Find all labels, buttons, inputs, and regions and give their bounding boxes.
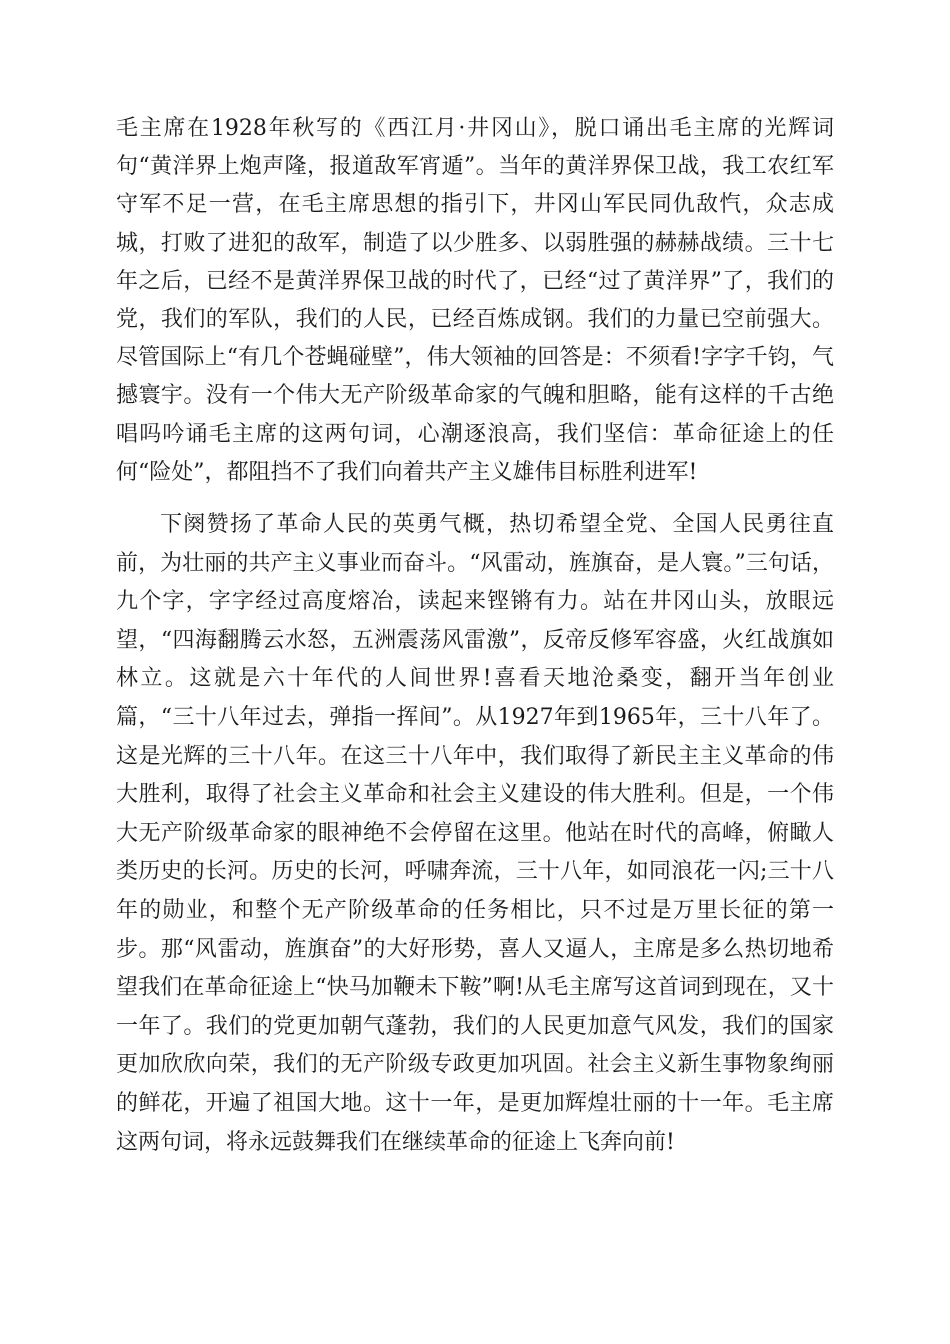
paragraph-1: 毛主席在1928年秋写的《西江月·井冈山》，脱口诵出毛主席的光辉词句“黄洋界上炮声隆，报道敌军宵遁”。当年的黄洋界保卫战，我工农红军守军不足一营，在毛主席思想的指引下，井冈山军民同仇敌忾，众志成城，打败了进犯的敌军，制造了以少胜多、以弱胜强的赫赫战绩。三十七年之后，已经不是黄洋界保卫战的时代了，已经“过了黄洋界”了，我们的党，我们的军队，我们的人民，已经百炼成钢。我们的力量已空前强大。尽管国际上“有几个苍蝇碰壁”，伟大领袖的回答是：不须看!字字千钧，气撼寰宇。没有一个伟大无产阶级革命家的气魄和胆略，能有这样的千古绝唱吗吟诵毛主席的这两句词，心潮逐浪高，我们坚信：革命征途上的任何“险处”，都阻挡不了我们向着共产主义雄伟目标胜利进军! xyxy=(116,116,834,485)
document-body xyxy=(116,110,834,1162)
paragraph-2: 下阕赞扬了革命人民的英勇气概，热切希望全党、全国人民勇往直前，为壮丽的共产主义事业而奋斗。“风雷动，旌旗奋，是人寰。”三句话，九个字，字字经过高度熔冶，读起来铿锵有力。站在井冈山头，放眼远望，“四海翻腾云水怒，五洲震荡风雷激”，反帝反修军容盛，火红战旗如林立。这就是六十年代的人间世界!喜看天地沧桑变，翻开当年创业篇，“三十八年过去，弹指一挥间”。从1927年到1965年，三十八年了。这是光辉的三十八年。在这三十八年中，我们取得了新民主主义革命的伟大胜利，取得了社会主义革命和社会主义建设的伟大胜利。但是，一个伟大无产阶级革命家的眼神绝不会停留在这里。他站在时代的高峰，俯瞰人类历史的长河。历史的长河，呼啸奔流，三十八年，如同浪花一闪;三十八年的勋业，和整个无产阶级革命的任务相比，只不过是万里长征的第一步。那“风雷动，旌旗奋”的大好形势，喜人又逼人，主席是多么热切地希望我们在革命征途上“快马加鞭未下鞍”啊!从毛主席写这首词到现在，又十一年了。我们的党更加朝气蓬勃，我们的人民更加意气风发，我们的国家更加欣欣向荣，我们的无产阶级专政更加巩固。社会主义新生事物象绚丽的鲜花，开遍了祖国大地。这十一年，是更加辉煌壮丽的十一年。毛主席这两句词，将永远鼓舞我们在继续革命的征途上飞奔向前! xyxy=(116,512,834,1155)
